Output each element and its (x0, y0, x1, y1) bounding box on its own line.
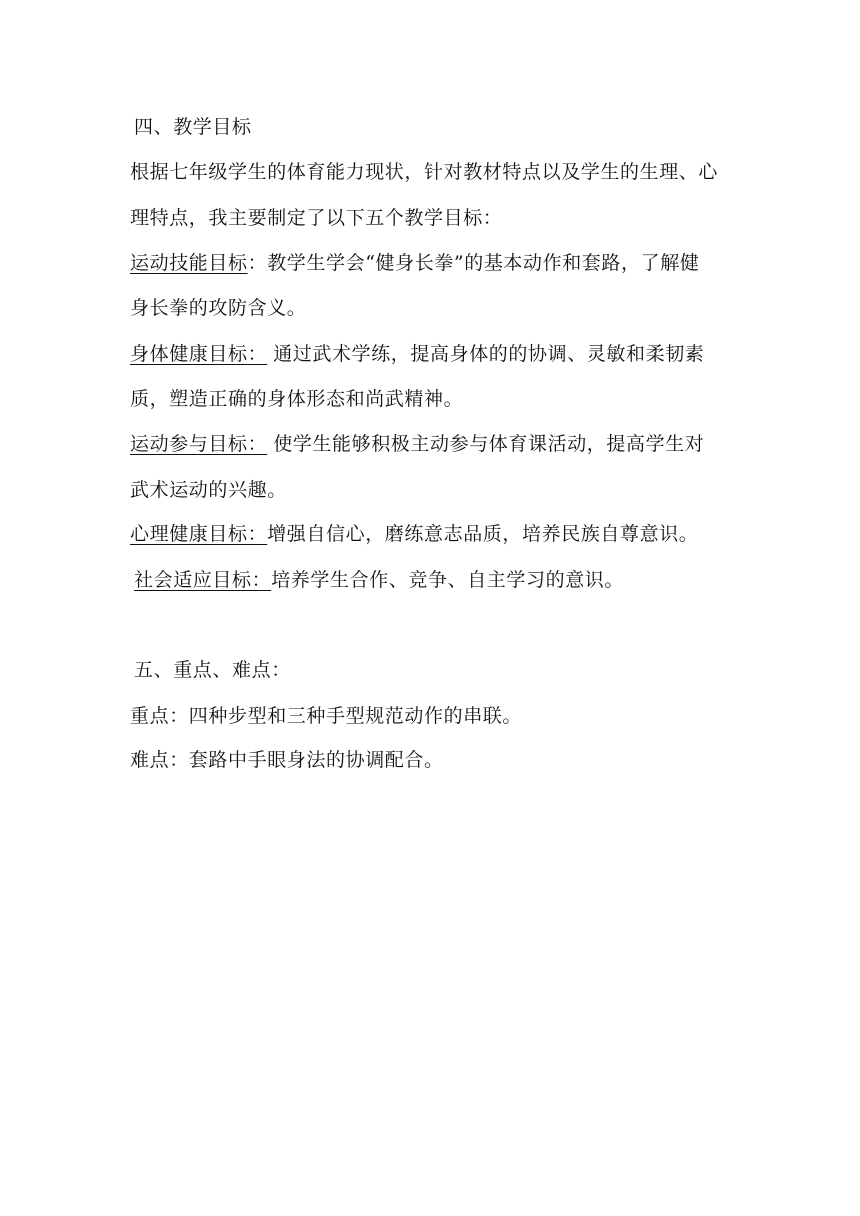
goal-label: 身体健康目标： (130, 343, 268, 365)
goal-participation-cont: 武术运动的兴趣。 (130, 479, 287, 501)
key-point: 重点：四种步型和三种手型规范动作的串联。 (130, 705, 523, 727)
section-5-heading: 五、重点、难点： (134, 659, 291, 681)
goal-motor-skill-cont: 身长拳的攻防含义。 (130, 297, 307, 319)
goal-text: 通过武术学练，提高身体的的协调、灵敏和柔韧素 (273, 343, 705, 365)
goal-physical-health (130, 340, 704, 368)
goal-text: ：教学生学会“健身长拳”的基本动作和套路，了解健 (247, 252, 700, 274)
intro-line-1: 根据七年级学生的体育能力现状，针对教材特点以及学生的生理、心 (130, 161, 719, 183)
difficulty: 难点：套路中手眼身法的协调配合。 (130, 749, 444, 771)
goal-label: 社会适应目标： (134, 569, 272, 591)
goal-label: 运动技能目标 (130, 252, 248, 274)
goal-label: 运动参与目标： (130, 433, 268, 455)
intro-line-2: 理特点，我主要制定了以下五个教学目标： (130, 207, 503, 229)
goal-physical-health-cont: 质，塑造正确的身体形态和尚武精神。 (130, 388, 464, 410)
section-4-heading: 四、教学目标 (134, 116, 252, 138)
goal-text: 使学生能够积极主动参与体育课活动，提高学生对 (273, 433, 705, 455)
goal-participation (130, 430, 704, 458)
goal-text: 增强自信心，磨练意志品质，培养民族自尊意识。 (267, 523, 699, 545)
goal-mental-health (130, 520, 698, 548)
goal-motor-skill (130, 249, 699, 277)
goal-text: 培养学生合作、竞争、自主学习的意识。 (271, 569, 625, 591)
goal-label: 心理健康目标： (130, 523, 268, 545)
goal-social-adaptation (134, 566, 624, 594)
